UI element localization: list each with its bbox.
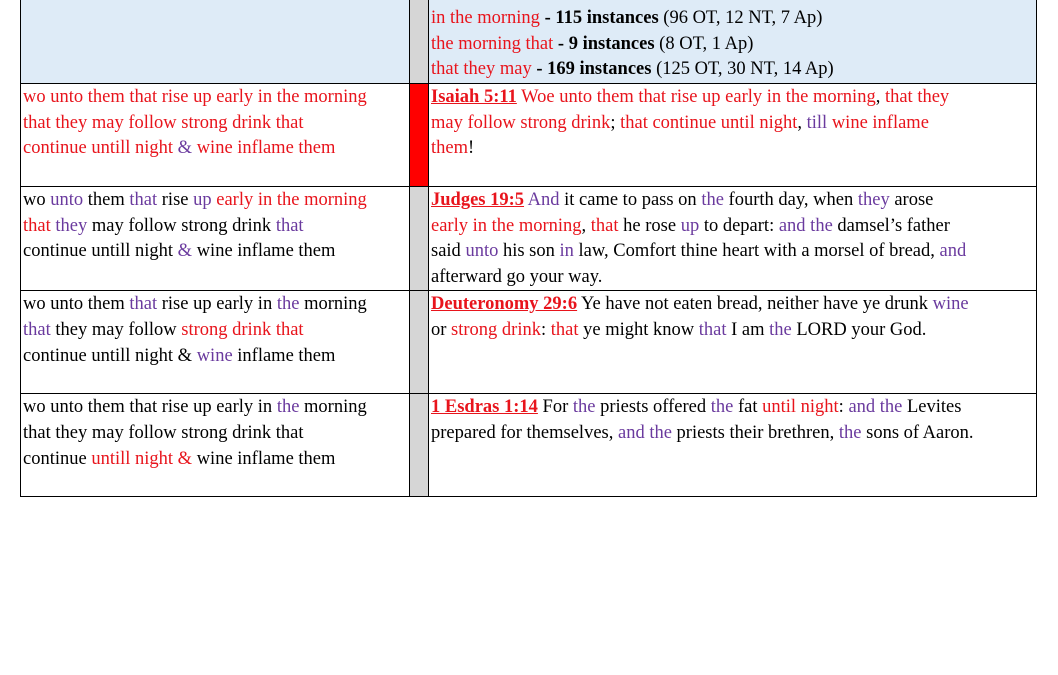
text-segment: wine <box>196 345 233 366</box>
verse-text-line <box>431 318 1036 344</box>
text-segment: - 169 instances <box>531 59 652 80</box>
text-segment: inflame them <box>232 345 336 366</box>
text-segment: (96 OT, 12 NT, 7 Ap) <box>658 8 823 28</box>
text-segment: , <box>797 112 807 133</box>
source-text-line <box>23 318 409 344</box>
text-segment: continue untill night <box>23 138 178 159</box>
match-marker <box>410 394 429 497</box>
text-segment: that they <box>884 87 950 107</box>
text-segment: morning <box>299 397 367 418</box>
text-segment: may follow strong drink <box>87 215 276 236</box>
source-text-cell <box>21 394 410 497</box>
text-segment: that <box>129 294 158 315</box>
text-segment: may follow strong drink <box>431 112 611 133</box>
text-segment: (8 OT, 1 Ap) <box>654 33 754 54</box>
text-segment: he rose <box>618 215 681 236</box>
verse-text-line <box>431 111 1036 137</box>
verse-comparison-table <box>20 0 1037 497</box>
source-text-line <box>23 344 409 370</box>
text-segment: in <box>559 241 574 262</box>
text-segment: that <box>275 215 304 236</box>
text-segment: them <box>431 138 468 159</box>
text-segment: , <box>581 215 591 236</box>
text-segment: the <box>276 397 300 418</box>
text-segment: they may follow <box>50 319 182 340</box>
phrase-count-line <box>431 6 1036 32</box>
text-segment: arose <box>889 190 934 210</box>
verse-reference-link[interactable]: Isaiah 5:11 <box>431 87 517 107</box>
verse-text-line <box>431 239 1036 265</box>
comparison-row <box>21 291 1037 394</box>
text-segment: afterward go your way. <box>431 266 603 287</box>
verse-reference-link[interactable]: 1 Esdras 1:14 <box>431 397 538 418</box>
verse-text-line <box>431 395 1036 421</box>
text-segment: ! <box>468 138 475 159</box>
text-segment: fat <box>733 397 763 418</box>
text-segment: and <box>939 241 967 262</box>
header-left-cell <box>21 0 410 84</box>
text-segment: I am <box>726 319 770 340</box>
text-segment: until night <box>762 397 839 418</box>
text-segment: it came to pass on <box>559 190 702 210</box>
text-segment: that they may follow strong drink that <box>23 112 304 133</box>
source-text-line <box>23 136 409 162</box>
text-segment: wine inflame them <box>192 241 336 262</box>
source-text-cell <box>21 291 410 394</box>
phrase-count-line <box>431 32 1036 58</box>
text-segment: that they may <box>431 59 532 80</box>
text-segment: morning <box>299 294 367 315</box>
text-segment: wine inflame <box>827 112 929 133</box>
header-marker-cell <box>410 0 429 84</box>
verse-text-line <box>431 136 1036 162</box>
text-segment: and the <box>848 397 903 418</box>
verse-text-cell <box>429 84 1037 187</box>
verse-text-cell <box>429 291 1037 394</box>
verse-text-line <box>431 214 1036 240</box>
text-segment: & <box>177 138 193 159</box>
text-segment: fourth day, when <box>723 190 858 210</box>
text-segment: and the <box>778 215 833 236</box>
text-segment: that they may follow strong drink that <box>23 422 304 443</box>
text-segment: wo unto them <box>23 294 130 315</box>
text-segment: or <box>431 319 452 340</box>
text-segment: rise <box>157 190 194 210</box>
text-segment: - 115 instances <box>539 8 659 28</box>
text-segment: the <box>710 397 734 418</box>
source-text-line <box>23 421 409 447</box>
text-segment: rise up early in <box>157 294 277 315</box>
source-text-line <box>23 239 409 265</box>
text-segment: law, Comfort thine heart with a morsel of bread, <box>573 241 940 262</box>
verse-reference-link[interactable]: Deuteronomy 29:6 <box>431 294 578 315</box>
text-segment: untill night & <box>91 448 193 469</box>
text-segment: up <box>680 215 700 236</box>
text-segment: to depart: <box>699 215 779 236</box>
text-segment: unto <box>50 190 84 210</box>
text-segment: wine inflame them <box>192 448 336 469</box>
source-text-line <box>23 85 409 111</box>
verse-reference-link[interactable]: Judges 19:5 <box>431 190 525 210</box>
text-segment: that <box>698 319 727 340</box>
text-segment: ye might know <box>578 319 699 340</box>
comparison-row <box>21 394 1037 497</box>
text-segment: up <box>193 190 212 210</box>
text-segment: continue untill night & <box>23 345 197 366</box>
header-right-cell <box>429 0 1037 84</box>
source-text-line <box>23 111 409 137</box>
text-segment: , <box>875 87 885 107</box>
text-segment: his son <box>498 241 560 262</box>
match-marker <box>410 187 429 291</box>
text-segment: the <box>769 319 792 340</box>
text-segment: the <box>276 294 300 315</box>
text-segment: the <box>572 397 596 418</box>
text-segment: And <box>524 190 560 210</box>
text-segment: the <box>701 190 724 210</box>
text-segment: they <box>55 215 88 236</box>
verse-text-line <box>431 292 1036 318</box>
source-text-cell <box>21 187 410 291</box>
text-segment: that <box>550 319 579 340</box>
text-segment: continue <box>23 448 92 469</box>
text-segment: wine <box>932 294 969 315</box>
source-text-line <box>23 292 409 318</box>
text-segment: continue untill night <box>23 241 178 262</box>
match-marker-highlight <box>410 84 429 187</box>
text-segment: Woe unto them that rise up early in the morning <box>516 87 876 107</box>
text-segment: prepared for themselves, <box>431 422 618 443</box>
source-text-line <box>23 395 409 421</box>
text-segment: strong drink that <box>181 319 304 340</box>
text-segment: wo unto them that rise up early in the morning <box>23 87 367 107</box>
verse-text-cell <box>429 394 1037 497</box>
phrase-count-line <box>431 57 1036 83</box>
phrase-count-list <box>431 6 1036 83</box>
text-segment: priests their brethren, <box>671 422 839 443</box>
text-segment: : <box>540 319 551 340</box>
text-segment: wo unto them that rise up early in <box>23 397 277 418</box>
text-segment: the morning that <box>431 33 554 54</box>
text-segment: unto <box>465 241 499 262</box>
text-segment: they <box>857 190 890 210</box>
text-segment: & <box>177 241 193 262</box>
match-marker <box>410 291 429 394</box>
text-segment: ; <box>610 112 621 133</box>
text-segment: that <box>23 215 56 236</box>
text-segment: early in the morning <box>431 215 582 236</box>
verse-text-cell <box>429 187 1037 291</box>
source-text-line <box>23 188 409 214</box>
text-segment: the <box>838 422 862 443</box>
header-row <box>21 0 1037 84</box>
text-segment: strong drink <box>451 319 541 340</box>
text-segment: that <box>129 190 158 210</box>
text-segment: said <box>431 241 466 262</box>
source-text-cell <box>21 84 410 187</box>
source-text-line <box>23 214 409 240</box>
verse-text-line <box>431 265 1036 291</box>
text-segment: damsel’s father <box>832 215 950 236</box>
text-segment: and the <box>617 422 672 443</box>
text-segment: in the morning <box>431 8 540 28</box>
text-segment: For <box>537 397 573 418</box>
verse-text-line <box>431 421 1036 447</box>
text-segment: wo <box>23 190 51 210</box>
text-segment: that continue until night <box>620 112 798 133</box>
text-segment: Levites <box>902 397 962 418</box>
text-segment: that <box>590 215 619 236</box>
text-segment: early in the morning <box>216 190 367 210</box>
text-segment: sons of Aaron. <box>861 422 974 443</box>
text-segment: them <box>83 190 130 210</box>
comparison-row <box>21 187 1037 291</box>
verse-text-line <box>431 85 1036 111</box>
source-text-line <box>23 447 409 473</box>
text-segment: : <box>838 397 849 418</box>
text-segment: till <box>806 112 828 133</box>
text-segment: wine inflame them <box>192 138 336 159</box>
verse-text-line <box>431 188 1036 214</box>
text-segment: LORD your God. <box>791 319 927 340</box>
text-segment: Ye have not eaten bread, neither have ye drunk <box>577 294 933 315</box>
text-segment: that <box>23 319 51 340</box>
text-segment: priests offered <box>595 397 711 418</box>
comparison-row <box>21 84 1037 187</box>
text-segment: (125 OT, 30 NT, 14 Ap) <box>651 59 834 80</box>
text-segment: - 9 instances <box>553 33 655 54</box>
